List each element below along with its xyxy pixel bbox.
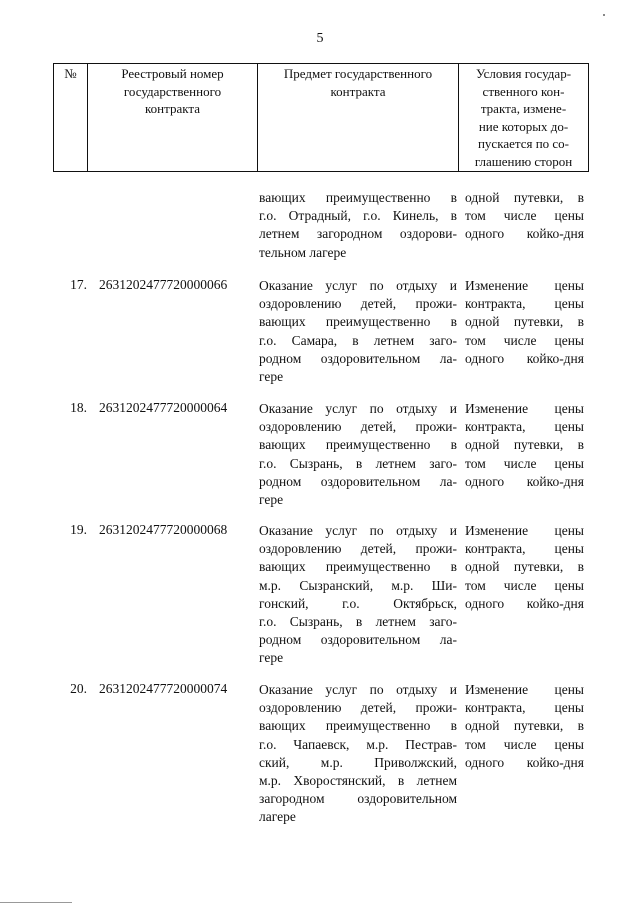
subject-line: родном оздоровительном ла- (259, 473, 457, 489)
registry-number: 2631202477720000074 (99, 681, 228, 696)
subject-line: гере (259, 369, 284, 385)
subject-line: оздоровлению детей, прожи- (259, 419, 457, 435)
conditions-line: одной путевки, в (465, 190, 584, 205)
conditions-line: одной путевки, в (465, 559, 584, 575)
continuation-subject (259, 189, 457, 262)
header-registry-line: государственного (123, 83, 222, 99)
registry-number: 2631202477720000064 (99, 400, 228, 415)
header-registry-cell (88, 64, 258, 172)
conditions-line: одного койко-дня (465, 226, 584, 242)
header-conditions-line: пускается по со- (477, 136, 570, 151)
header-number-cell (54, 64, 88, 172)
subject-line: г.о. Самара, в летнем заго- (259, 332, 457, 348)
page-number: 5 (316, 31, 324, 46)
subject-line: Оказание услуг по отдыху и (259, 682, 457, 697)
subject-line: гонский, г.о. Октябрьск, (259, 595, 457, 611)
subject-line: г.о. Чапаевск, м.р. Пестрав- (259, 736, 457, 752)
header-registry-line: контракта (145, 101, 200, 116)
conditions-line: том числе цены (465, 577, 584, 593)
conditions-line: одного койко-дня (465, 473, 584, 489)
subject-line: тельном лагере (259, 244, 347, 260)
subject-line: летнем загородном оздорови- (259, 226, 457, 242)
table-header (53, 63, 589, 172)
subject-line: загородном оздоровительном (259, 791, 457, 807)
header-subject-line: Предмет государственного (283, 66, 433, 81)
subject-line: оздоровлению детей, прожи- (259, 541, 457, 557)
subject-line: вающих преимущественно в (259, 190, 457, 205)
conditions-line: одной путевки, в (465, 718, 584, 734)
row-number: 20. (70, 681, 87, 696)
conditions-line: одного койко-дня (465, 754, 584, 770)
header-registry-line: Реестровый номер (121, 66, 224, 81)
conditions-line: одного койко-дня (465, 595, 584, 611)
conditions-line: том числе цены (465, 736, 584, 752)
subject-line: вающих преимущественно в (259, 718, 457, 734)
registry-number: 2631202477720000068 (99, 522, 228, 537)
row-number: 19. (70, 522, 87, 537)
header-conditions-line: глашению сторон (474, 153, 573, 169)
subject-line: Оказание услуг по отдыху и (259, 523, 457, 538)
conditions-line: одного койко-дня (465, 350, 584, 366)
header-subject-cell (258, 64, 459, 172)
conditions-line: Изменение цены (465, 682, 584, 697)
conditions-line: Изменение цены (465, 401, 584, 416)
subject-text (259, 522, 457, 668)
header-conditions-line: тракта, измене- (480, 101, 567, 116)
header-conditions-cell (459, 64, 589, 172)
header-conditions-line: ние которых до- (478, 118, 569, 134)
conditions-line: контракта, цены (465, 700, 584, 716)
conditions-line: том числе цены (465, 208, 584, 224)
conditions-line: контракта, цены (465, 541, 584, 557)
subject-line: оздоровлению детей, прожи- (259, 296, 457, 312)
continuation-conditions (465, 189, 584, 244)
subject-line: вающих преимущественно в (259, 559, 457, 575)
header-subject-line: контракта (330, 83, 386, 99)
row-number: 17. (70, 277, 87, 292)
subject-line: гере (259, 650, 284, 666)
conditions-text (465, 400, 584, 491)
subject-line: г.о. Отрадный, г.о. Кинель, в (259, 208, 457, 224)
scan-speck (603, 14, 605, 16)
registry-number: 2631202477720000066 (99, 277, 228, 292)
subject-line: лагере (259, 809, 296, 825)
subject-line: Оказание услуг по отдыху и (259, 278, 457, 293)
row-number: 18. (70, 400, 87, 415)
conditions-text (465, 522, 584, 613)
conditions-text (465, 681, 584, 772)
conditions-line: контракта, цены (465, 296, 584, 312)
subject-line: родном оздоровительном ла- (259, 350, 457, 366)
footer-rule (0, 902, 72, 903)
subject-line: м.р. Хворостянский, в летнем (259, 773, 457, 789)
conditions-line: одной путевки, в (465, 314, 584, 330)
subject-line: м.р. Сызранский, м.р. Ши- (259, 577, 457, 593)
subject-line: г.о. Сызрань, в летнем заго- (259, 455, 457, 471)
subject-text (259, 400, 457, 509)
subject-text (259, 681, 457, 827)
subject-line: г.о. Сызрань, в летнем заго- (259, 614, 457, 630)
header-number: № (64, 66, 77, 81)
subject-text (259, 277, 457, 386)
header-conditions-line: Условия государ- (475, 66, 572, 81)
subject-line: гере (259, 492, 284, 508)
subject-line: вающих преимущественно в (259, 314, 457, 330)
subject-line: оздоровлению детей, прожи- (259, 700, 457, 716)
conditions-line: том числе цены (465, 332, 584, 348)
subject-line: вающих преимущественно в (259, 437, 457, 453)
conditions-line: том числе цены (465, 455, 584, 471)
subject-line: Оказание услуг по отдыху и (259, 401, 457, 416)
conditions-line: Изменение цены (465, 278, 584, 293)
subject-line: ский, м.р. Приволжский, (259, 754, 457, 770)
conditions-text (465, 277, 584, 368)
conditions-line: Изменение цены (465, 523, 584, 538)
subject-line: родном оздоровительном ла- (259, 632, 457, 648)
conditions-line: одной путевки, в (465, 437, 584, 453)
conditions-line: контракта, цены (465, 419, 584, 435)
header-conditions-line: ственного кон- (482, 83, 565, 99)
